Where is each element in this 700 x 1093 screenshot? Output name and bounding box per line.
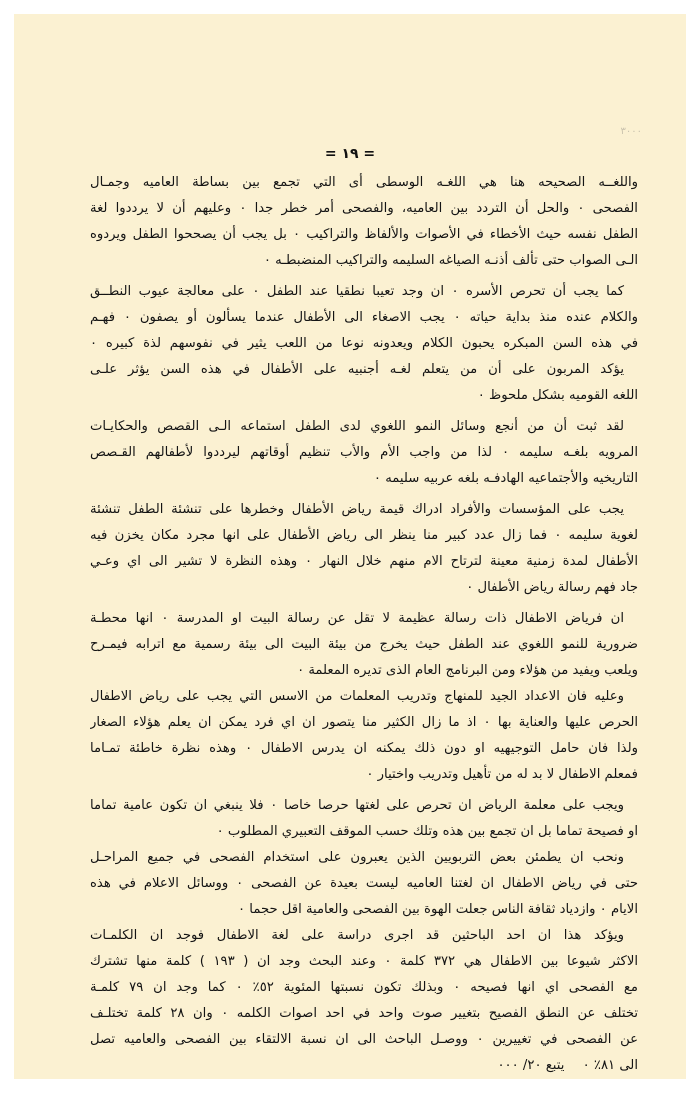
text-line: يؤكد المربون على أن من يتعلم لغـه أجنبيه على الأطفال في هذه السن يؤثر علـى	[90, 362, 624, 377]
text-line: مع الفصحى اي انها فصيحه ٠ وبذلك تكون نسبتها المئوية ٥٢٪ ٠ كما وجد ان ٧٩ كلمـة	[90, 980, 638, 995]
text-line: لقد ثبت أن من أنجع وسائل النمو اللغوي لدى الطفل استماعه الـى القصص والحكايـات	[90, 419, 624, 434]
continued-note: يتبع ٢٠/ ٠٠٠	[497, 1058, 565, 1073]
text-line: ويلعب ويفيد من هؤلاء ومن البرنامج العام الذى تديره المعلمة ٠	[297, 663, 638, 678]
text-line: ويجب على معلمة الرياض ان تحرص على لغتها حرصا خاصا ٠ فلا ينبغي ان تكون عامية تماما	[90, 798, 624, 813]
body-text	[90, 170, 638, 1079]
text-line: ونحب ان يطمئن بعض التربويين الذين يعبرون على استخدام الفصحى في جميع المراحـل	[90, 850, 624, 865]
text-line: الايام ٠ وازدياد ثقافة الناس جعلت الهوة بين الفصحى والعامية اقل حجما ٠	[238, 902, 638, 917]
text-line: تختلف عن النطق الفصيح بتغيير صوت واحد في احد اصوات الكلمه ٠ وان ٢٨ كلمة تختلـف	[90, 1006, 638, 1021]
text-line: الطفل نفسه حيث الأخطاء في الأصوات والألفاظ والتراكيب ٠ بل يجب أن يصححوا الطفل ويردوه	[90, 227, 638, 242]
text-line: جاد فهم رسالة رياض الأطفال ٠	[466, 580, 638, 595]
text-line: الحرص عليها والعناية بها ٠ اذ ما زال الكثير منا يتصور ان اي فرد يمكن ان يعلم هؤلاء الصغار	[90, 715, 638, 730]
text-line: حتى في رياض الاطفال ان لغتنا العاميه ليست بعيدة عن الفصحى ٠ ووسائل الاعلام في هذه	[90, 876, 638, 891]
text-line: عن الفصحى في تغييرين ٠ ووصـل الباحث الى ان نسبة الالتقاء بين الفصحى والعاميه تصل	[90, 1032, 638, 1047]
text-line: الاكثر شيوعا بين الاطفال هي ٣٧٢ كلمة ٠ وعند البحث وجد ان ( ١٩٣ ) كلمة منها تشترك	[90, 954, 638, 969]
text-line: وعليه فان الاعداد الجيد للمنهاج وتدريب المعلمات من الاسس التي يجب على رياض الاطفال	[90, 689, 624, 704]
page-number: = ١٩ =	[324, 146, 376, 162]
text-line: لغوية سليمه ٠ فما زال عدد كبير منا ينظر الى رياض الأطفال على انها مجرد مكان يخزن فيه	[90, 528, 638, 543]
text-line: كما يجب أن تحرص الأسره ٠ ان وجد تعيبا نطقيا عند الطفل ٠ على معالجة عيوب النطــق	[90, 284, 624, 299]
text-line: والكلام عنده منذ بداية حياته ٠ يجب الاصغاء الى الأطفال عندما يسألون أو يصفون ٠ فهـم	[90, 310, 638, 325]
text-line: فمعلم الاطفال لا بد له من تأهيل وتدريب واختيار ٠	[366, 767, 638, 782]
text-line: التاريخيه والأجتماعيه الهادفـه بلغه عربيه سليمه ٠	[373, 471, 638, 486]
text-line: او فصيحة تماما بل ان تجمع بين هذه وتلك حسب الموقف التعبيري المطلوب ٠	[216, 824, 638, 839]
text-line: ولذا فان حامل التوجيهيه او دون ذلك يمكنه ان يدرس الاطفال ٠ وهذه نظرة خاطئة تمـاما	[90, 741, 638, 756]
text-line: يجب على المؤسسات والأفراد ادراك قيمة رياض الأطفال وخطرها على تنشئة الطفل تنشئة	[90, 502, 624, 517]
text-line: ان فرياض الاطفال ذات رسالة عظيمة لا تقل عن رسالة البيت او المدرسة ٠ انها محطـة	[90, 611, 624, 626]
text-line: واللغــه الصحيحه هنا هي اللغـه الوسطى أى التي تجمع بين بساطة العاميه وجمـال	[90, 175, 638, 190]
footer-line	[90, 1053, 638, 1079]
text-line: المرويه بلغـه سليمه ٠ لذا من واجب الأم والأب تنظيم أوقاتهم ليرددوا لأطفالهم القـصص	[90, 445, 638, 460]
last-text-line: الى ٨١٪ ٠	[582, 1058, 638, 1073]
text-line: الفصحى ٠ والحل أن التردد بين العاميه، والفصحى أمر خطر جدا ٠ وعليهم أن لا يرددوا لغة	[90, 201, 638, 216]
text-line: ويؤكد هذا ان احد الباحثين قد اجرى دراسة على لغة الاطفال فوجد ان الكلمـات	[90, 928, 624, 943]
corner-mark: ٣٠٠٠	[620, 126, 642, 137]
text-line: في هذه السن المبكره يحبون الكلام ويعدونه نوعا من اللعب يثير في نفوسهم لذة كبيره ٠	[90, 336, 638, 351]
text-line: ضرورية للنمو اللغوي عند الطفل حيث يخرج من بيئة البيت الى بيئة رسمية مع اترابه فيمـرح	[90, 637, 638, 652]
text-line: اللغه القوميه بشكل ملحوظ ٠	[477, 388, 638, 403]
text-line: الـى الصواب حتى تألف أذنـه الصياغه السليمه والتراكيب المنضبطـه ٠	[263, 253, 638, 268]
document-page	[14, 14, 686, 1079]
text-line: الأطفال لمدة زمنية معينة لترتاح الام منهم خلال النهار ٠ وهذه النظرة لا تشير الى اي وعـي	[90, 554, 638, 569]
